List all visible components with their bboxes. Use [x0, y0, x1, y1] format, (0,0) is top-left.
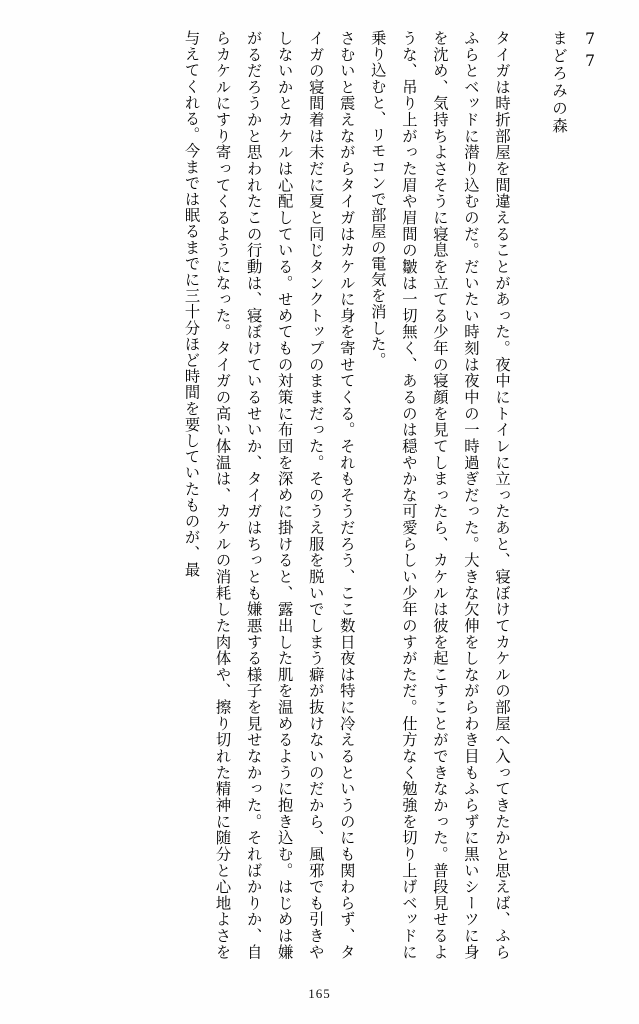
- chapter-title: まどろみの森: [550, 30, 568, 135]
- body-paragraph-1: [362, 30, 517, 960]
- page-text-block: [30, 30, 605, 960]
- chapter-number: 77: [581, 30, 599, 74]
- chapter-heading: [543, 30, 605, 960]
- page-number: 165: [308, 986, 331, 1001]
- paragraph-text: さむいと震えながらタイガはカケルに身を寄せてくる。それもそうだろう、ここ数日夜は特に冷えるというのにも関わらず、タイガの寝間着は未だに夏と同じタンクトップのままだった。そのうえ服を脱いでしまう癖が抜けないのだから、風邪でも引きやしないかとカケルは心配している。せめてもの対策に布団を深めに掛けると、露出した肌を温めるように抱き込む。はじめは嫌がるだろうかと思われたこの行動は、寝ぼけているせいか、タイガはちっとも嫌悪する様子を見せなかった。そればかりか、自らカケルにすり寄ってくるようになった。タイガの高い体温は、カケルの消耗した肉体や、擦り切れた精神に随分と心地よさを与えてくれる。今までは眠るまでに三十分ほど時間を要していたものが、最: [182, 30, 356, 960]
- body-paragraph-2: [175, 30, 361, 960]
- paragraph-text: タイガは時折部屋を間違えることがあった。夜中にトイレに立ったあと、寝ぼけてカケルの部屋へ入ってきたかと思えば、ふらふらとベッドに潜り込むのだ。だいたい時刻は夜中の一時過ぎだった。大きな欠伸をしながらわき目もふらずに黒いシーツに身を沈め、気持ちよさそうに寝息を立てる少年の寝顔を見てしまったら、カケルは彼を起こすことができなかった。普段見せるような、吊り上がった眉や眉間の皺は一切無く、あるのは穏やかな可愛らしい少年のすがただ。仕方なく勉強を切り上げベッドに乗り込むと、リモコンで部屋の電気を消した。: [368, 30, 511, 960]
